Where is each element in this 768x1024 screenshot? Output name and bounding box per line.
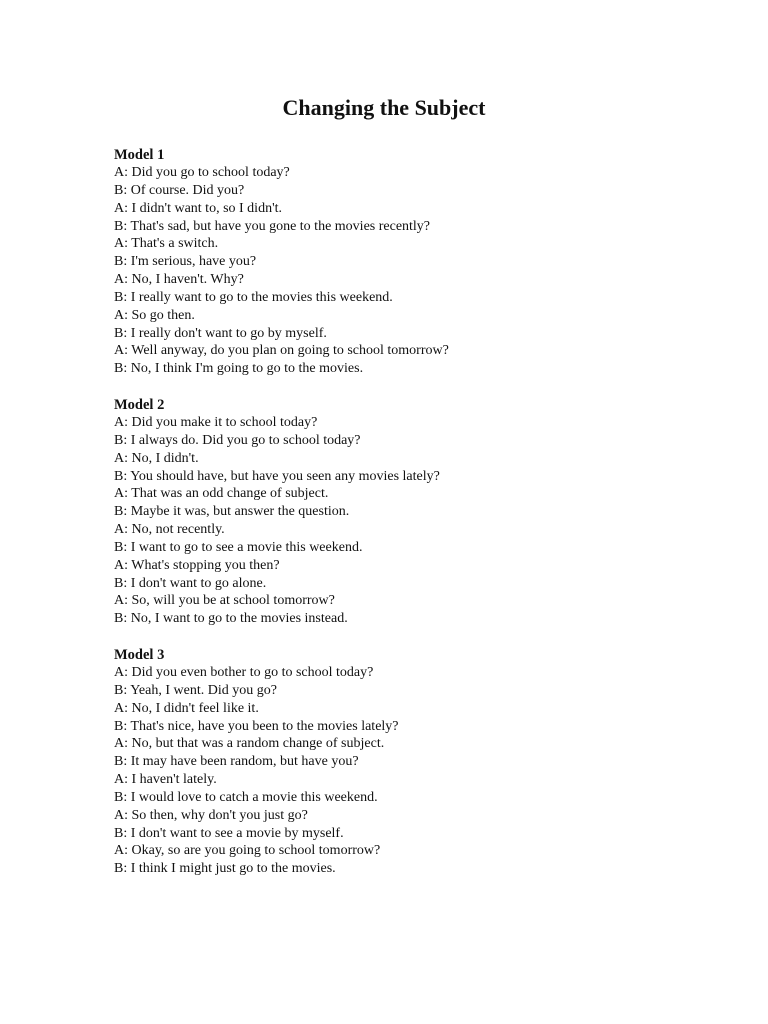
dialogue-line: B: I'm serious, have you? xyxy=(114,254,257,270)
dialogue-line: A: I didn't want to, so I didn't. xyxy=(114,200,282,216)
dialogue-line: A: So, will you be at school tomorrow? xyxy=(114,593,335,609)
dialogue-line: A: I haven't lately. xyxy=(114,772,217,788)
model-section-3 xyxy=(114,646,674,878)
dialogue-line: B: It may have been random, but have you? xyxy=(114,754,359,770)
dialogue-line: A: So then, why don't you just go? xyxy=(114,807,308,823)
page-title: Changing the Subject xyxy=(282,95,486,120)
dialogue-line: B: That's sad, but have you gone to the movies recently? xyxy=(114,218,431,234)
dialogue-line: A: No, I didn't. xyxy=(114,450,199,466)
section-heading: Model 1 xyxy=(114,147,165,163)
dialogue-line: A: That's a switch. xyxy=(114,236,219,252)
dialogue-line: B: I don't want to go alone. xyxy=(114,575,267,591)
dialogue-line: B: You should have, but have you seen any movies lately? xyxy=(114,468,440,484)
dialogue-line: A: That was an odd change of subject. xyxy=(114,486,329,502)
section-heading: Model 3 xyxy=(114,647,165,663)
dialogue-line: B: No, I want to go to the movies instead. xyxy=(114,611,348,627)
dialogue-line: A: No, not recently. xyxy=(114,522,225,538)
dialogue-line: B: I think I might just go to the movies. xyxy=(114,861,336,877)
dialogue-line: A: Well anyway, do you plan on going to school tomorrow? xyxy=(114,343,449,359)
model-section-1 xyxy=(114,146,674,378)
dialogue-line: A: Did you even bother to go to school today? xyxy=(114,665,374,680)
section-heading: Model 2 xyxy=(114,397,165,413)
dialogue-line: B: Maybe it was, but answer the question. xyxy=(114,504,350,520)
dialogue-line: B: I don't want to see a movie by myself. xyxy=(114,825,344,841)
dialogue-line: B: No, I think I'm going to go to the movies. xyxy=(114,361,364,377)
dialogue-line: A: What's stopping you then? xyxy=(114,557,280,573)
dialogue-line: B: I want to go to see a movie this weekend. xyxy=(114,539,363,555)
dialogue-line: B: Of course. Did you? xyxy=(114,182,245,198)
dialogue-line: B: That's nice, have you been to the movies lately? xyxy=(114,718,399,734)
dialogue-line: B: I would love to catch a movie this weekend. xyxy=(114,789,378,805)
dialogue-line: A: No, but that was a random change of subject. xyxy=(114,736,385,752)
dialogue-line: A: No, I didn't feel like it. xyxy=(114,700,259,716)
dialogue-line: B: I really want to go to the movies this weekend. xyxy=(114,289,393,305)
dialogue-line: B: I really don't want to go by myself. xyxy=(114,325,327,341)
dialogue-line: A: Did you go to school today? xyxy=(114,165,290,180)
dialogue-line: B: I always do. Did you go to school today? xyxy=(114,432,361,448)
dialogue-line: A: Did you make it to school today? xyxy=(114,415,318,430)
dialogue-line: A: Okay, so are you going to school tomorrow? xyxy=(114,843,381,859)
dialogue-line: A: No, I haven't. Why? xyxy=(114,272,244,288)
model-section-2 xyxy=(114,396,674,628)
dialogue-line: B: Yeah, I went. Did you go? xyxy=(114,682,277,698)
dialogue-line: A: So go then. xyxy=(114,307,195,323)
